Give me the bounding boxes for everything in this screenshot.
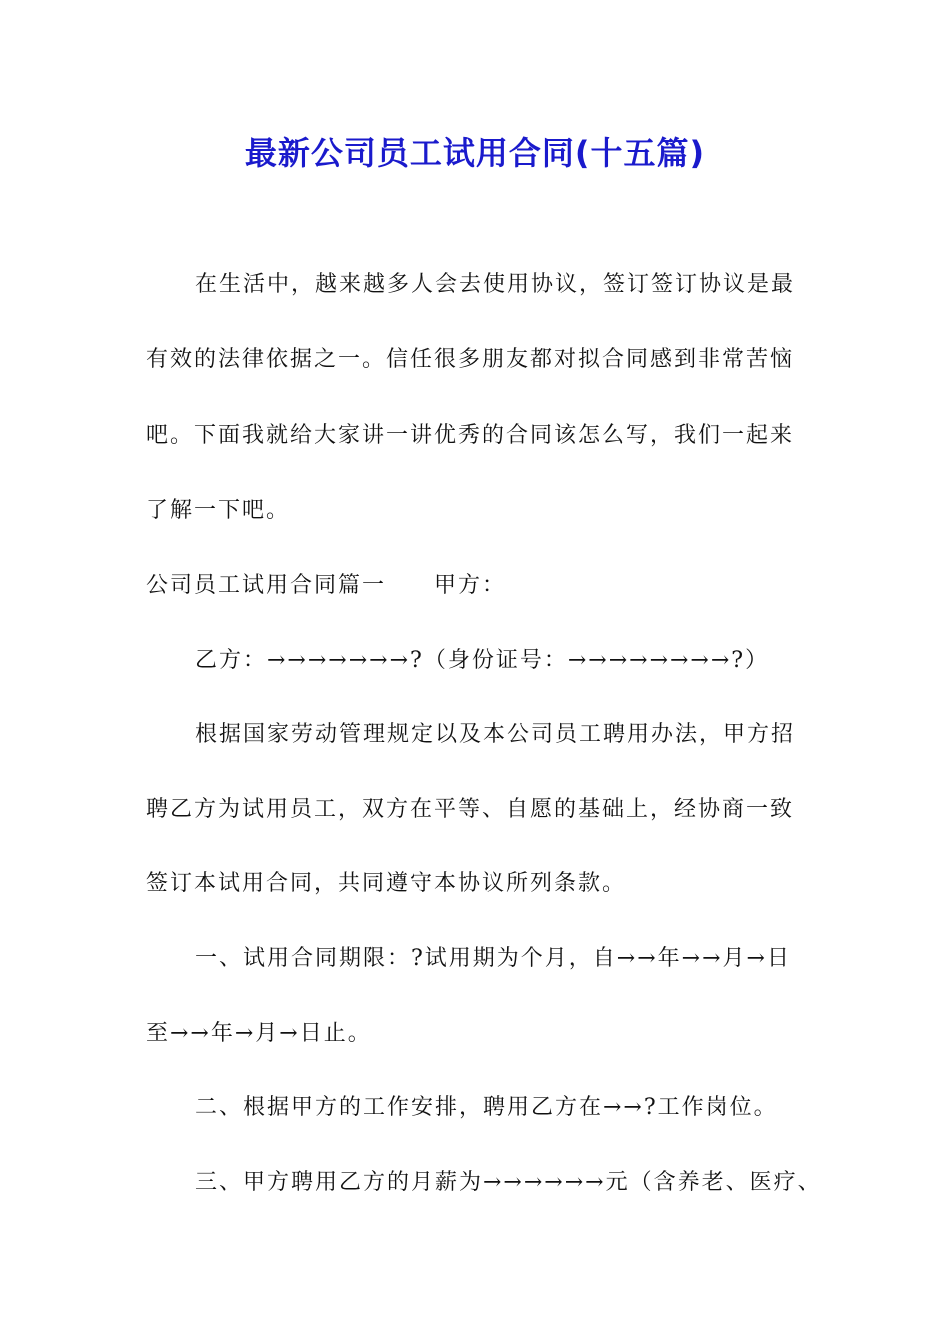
- paragraph-line: 有效的法律依据之一。信任很多朋友都对拟合同感到非常苦恼: [146, 347, 795, 372]
- document-title: 最新公司员工试用合同(十五篇): [244, 134, 706, 172]
- paragraph-line: 签订本试用合同，共同遵守本协议所列条款。: [146, 871, 627, 896]
- paragraph-line: 了解一下吧。: [146, 498, 291, 523]
- paragraph-line: 乙方：→→→→→→→?（身份证号：→→→→→→→→?）: [195, 648, 770, 673]
- clause-line: 二、根据甲方的工作安排，聘用乙方在→→?工作岗位。: [195, 1095, 778, 1120]
- paragraph-line: 根据国家劳动管理规定以及本公司员工聘用办法，甲方招: [195, 722, 796, 747]
- section-heading: 公司员工试用合同篇一 甲方：: [146, 573, 507, 598]
- clause-line: 三、甲方聘用乙方的月薪为→→→→→→元（含养老、医疗、: [195, 1170, 822, 1195]
- paragraph-line: 聘乙方为试用员工，双方在平等、自愿的基础上，经协商一致: [146, 797, 795, 822]
- paragraph-line: 在生活中，越来越多人会去使用协议，签订签订协议是最: [195, 272, 796, 297]
- paragraph-line: 吧。下面我就给大家讲一讲优秀的合同该怎么写，我们一起来: [146, 423, 795, 448]
- clause-line: 一、试用合同期限：?试用期为个月，自→→年→→月→日: [195, 946, 791, 971]
- clause-line: 至→→年→月→日止。: [146, 1021, 372, 1046]
